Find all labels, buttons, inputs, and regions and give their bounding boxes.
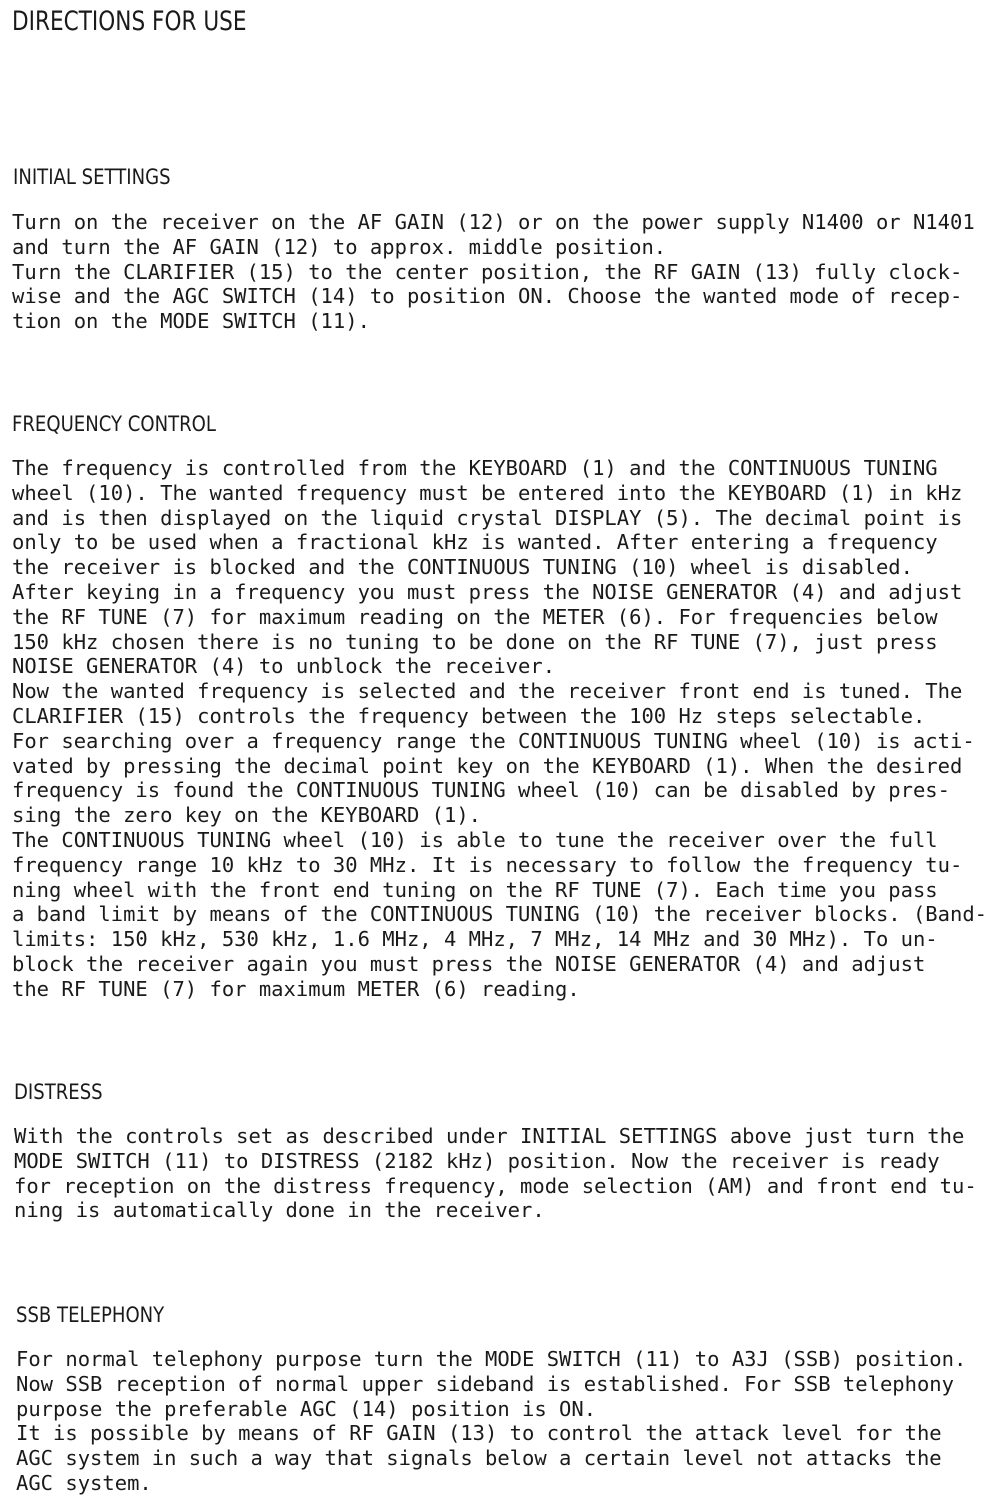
text-line: Now the wanted frequency is selected and the receiver front end is tuned. The [12,679,963,704]
section-body-initial-settings [12,210,975,334]
text-line: only to be used when a fractional kHz is wanted. After entering a frequency [12,530,938,555]
text-line: wheel (10). The wanted frequency must be entered into the KEYBOARD (1) in kHz [12,480,963,505]
text-line: ning wheel with the front end tuning on the RF TUNE (7). Each time you pass [12,877,938,902]
text-line: for reception on the distress frequency, mode selection (AM) and front end tu- [14,1173,977,1198]
text-line: NOISE GENERATOR (4) to unblock the receiver. [12,654,556,679]
text-line: Now SSB reception of normal upper sideband is established. For SSB telephony [16,1371,954,1396]
section-heading-ssb-telephony: SSB TELEPHONY [16,1303,165,1327]
text-line: Turn on the receiver on the AF GAIN (12) or on the power supply N1400 or N1401 [12,210,975,234]
text-line: 150 kHz chosen there is no tuning to be done on the RF TUNE (7), just press [12,629,938,654]
text-line: tion on the MODE SWITCH (11). [12,309,370,334]
text-line: wise and the AGC SWITCH (14) to position ON. Choose the wanted mode of recep- [12,284,963,309]
text-line: The CONTINUOUS TUNING wheel (10) is able to tune the receiver over the full [12,827,938,852]
text-line: Turn the CLARIFIER (15) to the center position, the RF GAIN (13) fully clock- [12,259,963,284]
text-line: frequency range 10 kHz to 30 MHz. It is necessary to follow the frequency tu- [12,852,963,877]
section-heading-distress: DISTRESS [14,1080,103,1104]
text-line: AGC system. [16,1470,152,1495]
text-line: With the controls set as described under INITIAL SETTINGS above just turn the [14,1124,965,1148]
document-title: DIRECTIONS FOR USE [12,6,247,37]
text-line: the receiver is blocked and the CONTINUOUS TUNING (10) wheel is disabled. [12,555,913,580]
text-line: It is possible by means of RF GAIN (13) to control the attack level for the [16,1421,942,1446]
text-line: For searching over a frequency range the CONTINUOUS TUNING wheel (10) is acti- [12,728,975,753]
text-line: and is then displayed on the liquid crystal DISPLAY (5). The decimal point is [12,505,963,530]
text-line: a band limit by means of the CONTINUOUS TUNING (10) the receiver blocks. (Band- [12,902,988,927]
text-line: MODE SWITCH (11) to DISTRESS (2182 kHz) position. Now the receiver is ready [14,1148,940,1173]
text-line: ning is automatically done in the receiver. [14,1198,545,1223]
section-body-distress [14,1124,977,1223]
text-line: AGC system in such a way that signals below a certain level not attacks the [16,1446,942,1471]
section-body-ssb-telephony [16,1347,966,1496]
text-line: the RF TUNE (7) for maximum METER (6) reading. [12,976,580,1001]
text-line: purpose the preferable AGC (14) position is ON. [16,1396,597,1421]
text-line: The frequency is controlled from the KEYBOARD (1) and the CONTINUOUS TUNING [12,456,938,480]
text-line: After keying in a frequency you must press the NOISE GENERATOR (4) and adjust [12,579,963,604]
section-body-frequency-control [12,456,987,1002]
text-line: and turn the AF GAIN (12) to approx. middle position. [12,234,667,259]
text-line: sing the zero key on the KEYBOARD (1). [12,803,481,828]
text-line: vated by pressing the decimal point key on the KEYBOARD (1). When the desired [12,753,963,778]
text-line: block the receiver again you must press the NOISE GENERATOR (4) and adjust [12,951,926,976]
text-line: the RF TUNE (7) for maximum reading on the METER (6). For frequencies below [12,604,938,629]
text-line: CLARIFIER (15) controls the frequency between the 100 Hz steps selectable. [12,703,926,728]
text-line: frequency is found the CONTINUOUS TUNING wheel (10) can be disabled by pres- [12,778,950,803]
text-line: limits: 150 kHz, 530 kHz, 1.6 MHz, 4 MHz, 7 MHz, 14 MHz and 30 MHz). To un- [12,927,938,952]
text-line: For normal telephony purpose turn the MODE SWITCH (11) to A3J (SSB) position. [16,1347,967,1371]
section-heading-initial-settings: INITIAL SETTINGS [13,165,171,189]
section-heading-frequency-control: FREQUENCY CONTROL [12,412,216,436]
